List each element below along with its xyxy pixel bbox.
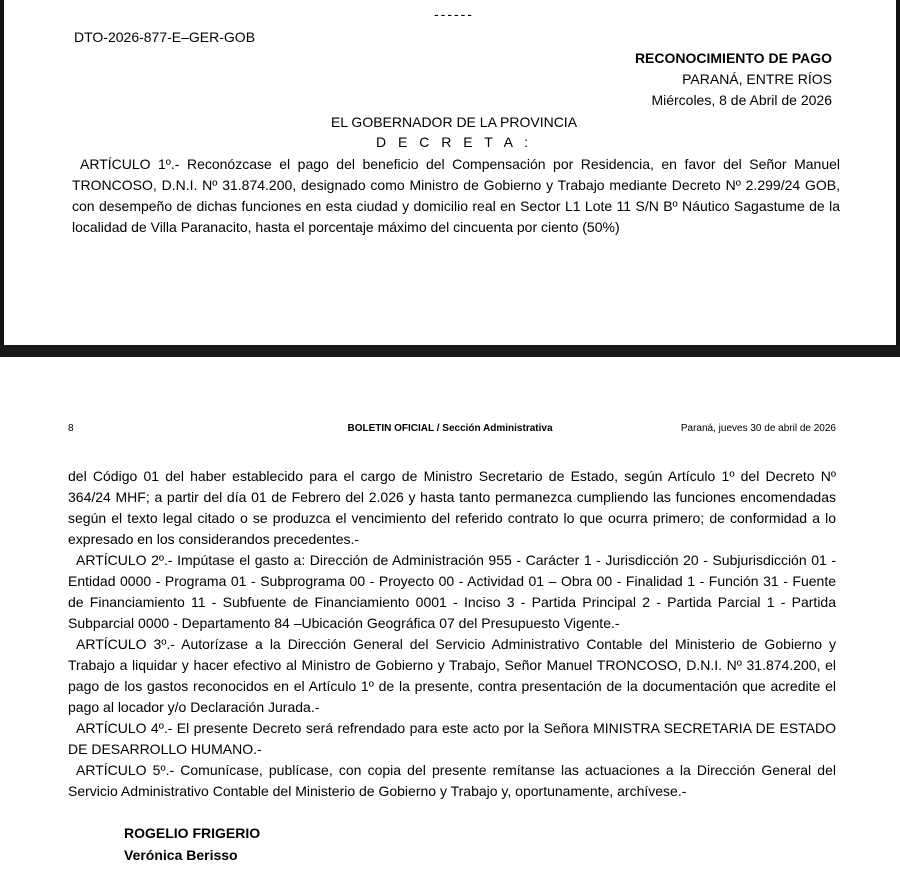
decreta-heading: D E C R E T A : [376, 134, 532, 150]
document-page-top [0, 0, 900, 345]
decree-place: PARANÁ, ENTRE RÍOS [682, 71, 832, 87]
document-id: DTO-2026-877-E–GER-GOB [74, 29, 256, 45]
page-separator [0, 345, 900, 357]
publication-header: BOLETIN OFICIAL / Sección Administrativa [347, 423, 553, 434]
article-3: ARTÍCULO 3º.- Autorízase a la Dirección General del Servicio Administrativo Contable del Ministerio de Gobierno y Trabajo a liquidar y hacer efectivo al Ministro de Gobierno y Trabajo, Señor Manuel TRONCOSO, D.N.I. Nº 31.874.200, el pago de los gastos reconocidos en el Artículo 1º de la presente, contra presentación de la documentación que acredite el pago al locador y/o Declaración Jurada.- [68, 636, 836, 715]
decree-date: Miércoles, 8 de Abril de 2026 [651, 92, 832, 108]
signature-minister: Verónica Berisso [124, 847, 238, 863]
page-break-dashes: ------ [434, 6, 474, 22]
document-body [68, 466, 836, 802]
governor-heading: EL GOBERNADOR DE LA PROVINCIA [330, 114, 578, 130]
article-2: ARTÍCULO 2º.- Impútase el gasto a: Dirección de Administración 955 - Carácter 1 - Jurisdicción 20 - Subjurisdicción 01 - Entidad 0000 - Programa 01 - Subprograma 00 - Proyecto 00 - Actividad 01 – Obra 00 - Finalidad 1 - Función 31 - Fuente de Financiamiento 11 - Subfuente de Financiamiento 0001 - Inciso 3 - Partida Principal 2 - Partida Parcial 1 - Partida Subparcial 0000 - Departamento 84 –Ubicación Geográfica 07 del Presupuesto Vigente.- [68, 552, 836, 631]
article-4: ARTÍCULO 4º.- El presente Decreto será refrendado para este acto por la Señora MINISTRA SECRETARIA DE ESTADO DE DESARROLLO HUMANO.- [68, 720, 836, 757]
publication-date: Paraná, jueves 30 de abril de 2026 [680, 423, 836, 434]
page-number: 8 [68, 423, 74, 434]
decree-title: RECONOCIMIENTO DE PAGO [634, 50, 832, 66]
signature-governor: ROGELIO FRIGERIO [124, 825, 261, 841]
article-5: ARTÍCULO 5º.- Comunícase, publícase, con copia del presente remítanse las actuaciones a la Dirección General del Servicio Administrativo Contable del Ministerio de Gobierno y Trabajo y, oportunamente, archívese.- [68, 762, 836, 799]
document-page-bottom [0, 357, 900, 873]
article-1: ARTÍCULO 1º.- Reconózcase el pago del beneficio del Compensación por Residencia, en favor del Señor Manuel TRONCOSO, D.N.I. Nº 31.874.200, designado como Ministro de Gobierno y Trabajo mediante Decreto Nº 2.299/24 GOB, con desempeño de dichas funciones en esta ciudad y domicilio real en Sector L1 Lote 11 S/N Bº Náutico Sagastume de la localidad de Villa Paranacito, hasta el porcentaje máximo del cincuenta por ciento (50%) [72, 156, 840, 235]
article-1-continuation: del Código 01 del haber establecido para el cargo de Ministro Secretario de Estado, según Artículo 1º del Decreto Nº 364/24 MHF; a partir del día 01 de Febrero del 2.026 y hasta tanto permanezca cumpliendo las funciones encomendadas según el texto legal citado o se produzca el vencimiento del referido contrato lo que ocurra primero; de conformidad a lo expresado en los considerandos precedentes.- [68, 468, 836, 547]
